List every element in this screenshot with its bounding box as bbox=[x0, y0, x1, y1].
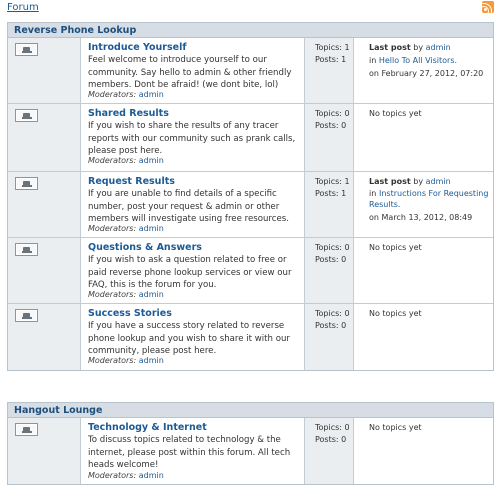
last-post-topic-link[interactable]: Instructions For Requesting Results. bbox=[369, 189, 489, 209]
moderator-link[interactable]: admin bbox=[138, 290, 164, 299]
forum-row-technology-internet bbox=[8, 418, 493, 484]
topics-count: Topics: 1 bbox=[315, 177, 350, 186]
topics-count: Topics: 0 bbox=[315, 243, 350, 252]
forum-row-introduce-yourself bbox=[8, 38, 493, 104]
forum-title-link[interactable]: Request Results bbox=[88, 176, 175, 187]
forum-moderators: Moderators: admin bbox=[88, 156, 164, 165]
no-topics-text: No topics yet bbox=[369, 423, 422, 432]
no-topics-text: No topics yet bbox=[369, 109, 422, 118]
forum-read-icon bbox=[15, 243, 38, 256]
last-post: Last post by admin in Instructions For Requesting Results. on March 13, 2012, 08:49 bbox=[354, 172, 493, 237]
forum-title-link[interactable]: Introduce Yourself bbox=[88, 42, 187, 53]
breadcrumb-forum-link[interactable]: Forum bbox=[7, 2, 39, 13]
category-reverse-phone-lookup bbox=[7, 22, 494, 371]
posts-count: Posts: 0 bbox=[315, 435, 347, 444]
posts-count: Posts: 1 bbox=[315, 189, 347, 198]
moderator-link[interactable]: admin bbox=[138, 356, 164, 365]
top-bar bbox=[6, 0, 494, 16]
category-title[interactable]: Hangout Lounge bbox=[14, 405, 103, 416]
last-post-date: on February 27, 2012, 07:20 bbox=[369, 69, 484, 78]
forum-read-icon bbox=[15, 309, 38, 322]
category-header bbox=[8, 23, 493, 38]
posts-count: Posts: 0 bbox=[315, 121, 347, 130]
forum-description: Feel welcome to introduce yourself to our community. Say hello to admin & other friendly members. Dont be afraid! (we dont bite, lol) bbox=[88, 55, 292, 90]
forum-row-success-stories bbox=[8, 304, 493, 370]
forum-title-link[interactable]: Technology & Internet bbox=[88, 422, 207, 433]
no-topics-text: No topics yet bbox=[369, 309, 422, 318]
forum-title-link[interactable]: Shared Results bbox=[88, 108, 169, 119]
last-post: Last post by admin in Hello To All Visitors. on February 27, 2012, 07:20 bbox=[354, 38, 493, 103]
forum-row-request-results bbox=[8, 172, 493, 238]
forum-description: If you have a success story related to reverse phone lookup and you wish to share it with our community, please post here. bbox=[88, 321, 290, 356]
last-post-topic-link[interactable]: Hello To All Visitors. bbox=[378, 56, 458, 65]
forum-read-icon bbox=[15, 43, 38, 56]
forum-row-questions-answers bbox=[8, 238, 493, 304]
posts-count: Posts: 0 bbox=[315, 255, 347, 264]
forum-row-shared-results bbox=[8, 104, 493, 172]
category-hangout-lounge bbox=[7, 402, 494, 485]
forum-moderators: Moderators: admin bbox=[88, 356, 164, 365]
forum-read-icon bbox=[15, 177, 38, 190]
posts-count: Posts: 0 bbox=[315, 321, 347, 330]
forum-description: If you wish to ask a question related to free or paid reverse phone lookup services or view our FAQ, this is the forum for you. bbox=[88, 255, 292, 290]
forum-description: To discuss topics related to technology & the internet, please post within this forum. All tech heads welcome! bbox=[88, 435, 291, 470]
category-title[interactable]: Reverse Phone Lookup bbox=[14, 25, 137, 36]
forum-title-link[interactable]: Questions & Answers bbox=[88, 242, 202, 253]
category-header bbox=[8, 403, 493, 418]
topics-count: Topics: 0 bbox=[315, 309, 350, 318]
moderator-link[interactable]: admin bbox=[138, 471, 164, 480]
topics-count: Topics: 0 bbox=[315, 109, 350, 118]
forum-description: If you are unable to find details of a specific number, post your request & admin or other members will investigate using free resources. bbox=[88, 189, 289, 224]
last-post-author-link[interactable]: admin bbox=[425, 177, 451, 186]
moderator-link[interactable]: admin bbox=[138, 224, 164, 233]
posts-count: Posts: 1 bbox=[315, 55, 347, 64]
forum-read-icon bbox=[15, 423, 38, 436]
last-post-date: on March 13, 2012, 08:49 bbox=[369, 213, 473, 222]
last-post-author-link[interactable]: admin bbox=[425, 43, 451, 52]
forum-moderators: Moderators: admin bbox=[88, 90, 164, 99]
forum-moderators: Moderators: admin bbox=[88, 224, 164, 233]
rss-icon[interactable] bbox=[482, 1, 494, 13]
topics-count: Topics: 0 bbox=[315, 423, 350, 432]
moderator-link[interactable]: admin bbox=[138, 90, 164, 99]
moderator-link[interactable]: admin bbox=[138, 156, 164, 165]
forum-read-icon bbox=[15, 109, 38, 122]
forum-moderators: Moderators: admin bbox=[88, 290, 164, 299]
forum-moderators: Moderators: admin bbox=[88, 471, 164, 480]
forum-title-link[interactable]: Success Stories bbox=[88, 308, 172, 319]
no-topics-text: No topics yet bbox=[369, 243, 422, 252]
forum-description: If you wish to share the results of any tracer reports with our community such as prank calls, please post here. bbox=[88, 121, 296, 156]
topics-count: Topics: 1 bbox=[315, 43, 350, 52]
